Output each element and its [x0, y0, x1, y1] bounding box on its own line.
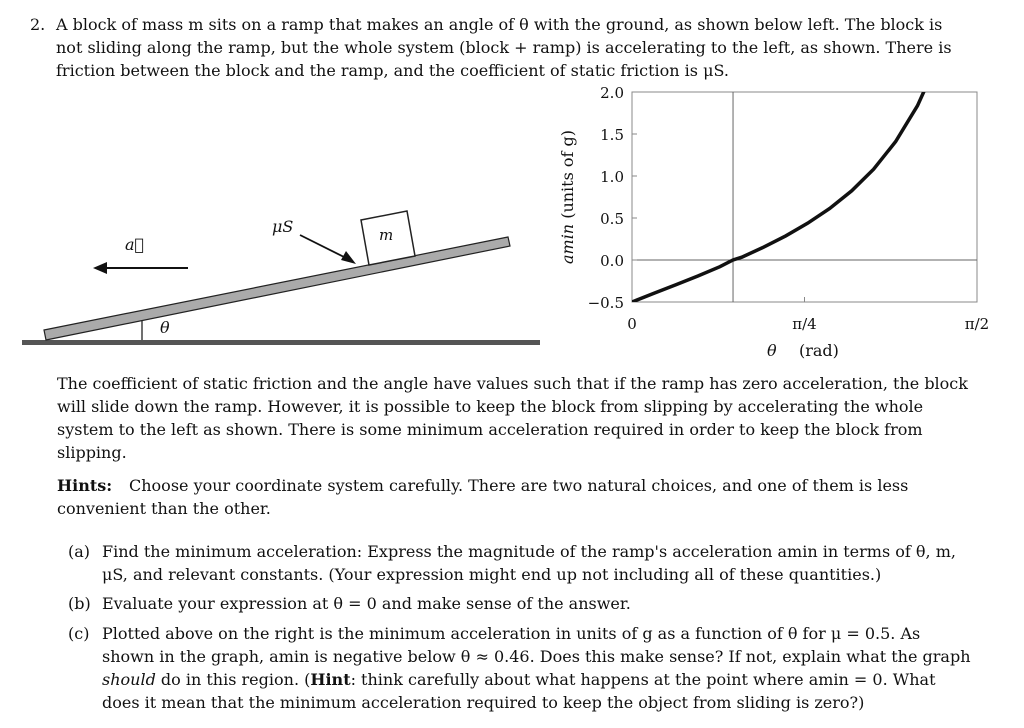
part-c-line3 [102, 668, 936, 691]
para1-line4: slipping. [57, 443, 127, 462]
accel-label: a⃗ [125, 235, 145, 254]
part-c-hint: Hint [310, 670, 351, 689]
y-tick-label: 2.0 [600, 84, 624, 102]
part-c-line4: does it mean that the minimum acceleration required to keep the object from sliding is zero?) [102, 693, 865, 712]
plot-frame [632, 92, 977, 302]
mu-label: μS [272, 217, 294, 236]
ramp [44, 237, 510, 340]
angle-label: θ [160, 318, 170, 337]
x-axis-label-symbol: θ [767, 341, 777, 360]
para1-line3: system to the left as shown. There is some minimum acceleration required in order to keep the block from [57, 420, 923, 439]
para1-line1: The coefficient of static friction and the angle have values such that if the ramp has zero acceleration, the block [57, 374, 968, 393]
part-c-should: should [102, 670, 156, 689]
part-b-line1: Evaluate your expression at θ = 0 and make sense of the answer. [102, 594, 631, 613]
x-axis-label-units: (rad) [799, 341, 839, 360]
intro-line-1: A block of mass m sits on a ramp that makes an angle of θ with the ground, as shown below left. The block is [56, 15, 943, 34]
x-tick-label: π/4 [792, 315, 817, 333]
x-tick-label: 0 [627, 315, 637, 333]
part-c-line1: Plotted above on the right is the minimum acceleration in units of g as a function of θ for μ = 0.5. As [102, 624, 921, 643]
y-tick-label: −0.5 [587, 294, 624, 312]
part-a-line2: μS, and relevant constants. (Your expression might end up not including all of these quantities.) [102, 565, 882, 584]
hints-line2: convenient than the other. [57, 499, 271, 518]
part-c-line2: shown in the graph, amin is negative below θ ≈ 0.46. Does this make sense? If not, explain what the graph [102, 647, 971, 666]
part-c-label: (c) [68, 624, 90, 643]
y-tick-label: 0.5 [600, 210, 624, 228]
mu-arrowhead [341, 251, 356, 264]
amin-chart [545, 80, 990, 370]
para1-line2: will slide down the ramp. However, it is possible to keep the block from slipping by accelerating the whole [57, 397, 924, 416]
y-axis-label-symbol: amin [558, 218, 577, 265]
intro-line-3: friction between the block and the ramp, and the coefficient of static friction is μS. [56, 61, 729, 80]
block-label: m [379, 226, 394, 244]
part-c-line3-rest: : think carefully about what happens at the point where amin = 0. What [350, 670, 936, 689]
part-a-line1: Find the minimum acceleration: Express the magnitude of the ramp's acceleration amin in terms of θ, m, [102, 542, 956, 561]
mu-arrow [300, 235, 346, 258]
y-axis-label [558, 130, 577, 264]
hints-label: Hints: [57, 476, 113, 495]
part-b-label: (b) [68, 594, 91, 613]
hints-line1: Choose your coordinate system carefully. There are two natural choices, and one of them is less [129, 476, 909, 495]
part-a-label: (a) [68, 542, 91, 561]
ramp-diagram [0, 90, 540, 360]
y-tick-label: 1.5 [600, 126, 624, 144]
intro-line-2: not sliding along the ramp, but the whole system (block + ramp) is accelerating to the left, as shown. There is [56, 38, 952, 57]
problem-number: 2. [30, 15, 46, 34]
y-axis-label-units: (units of g) [558, 129, 577, 219]
part-c-line3-text: do in this region. ( [160, 670, 311, 689]
accel-arrowhead [93, 262, 107, 274]
y-tick-label: 0.0 [600, 252, 624, 270]
y-tick-label: 1.0 [600, 168, 624, 186]
x-tick-label: π/2 [964, 315, 990, 333]
ground-line [22, 340, 540, 345]
